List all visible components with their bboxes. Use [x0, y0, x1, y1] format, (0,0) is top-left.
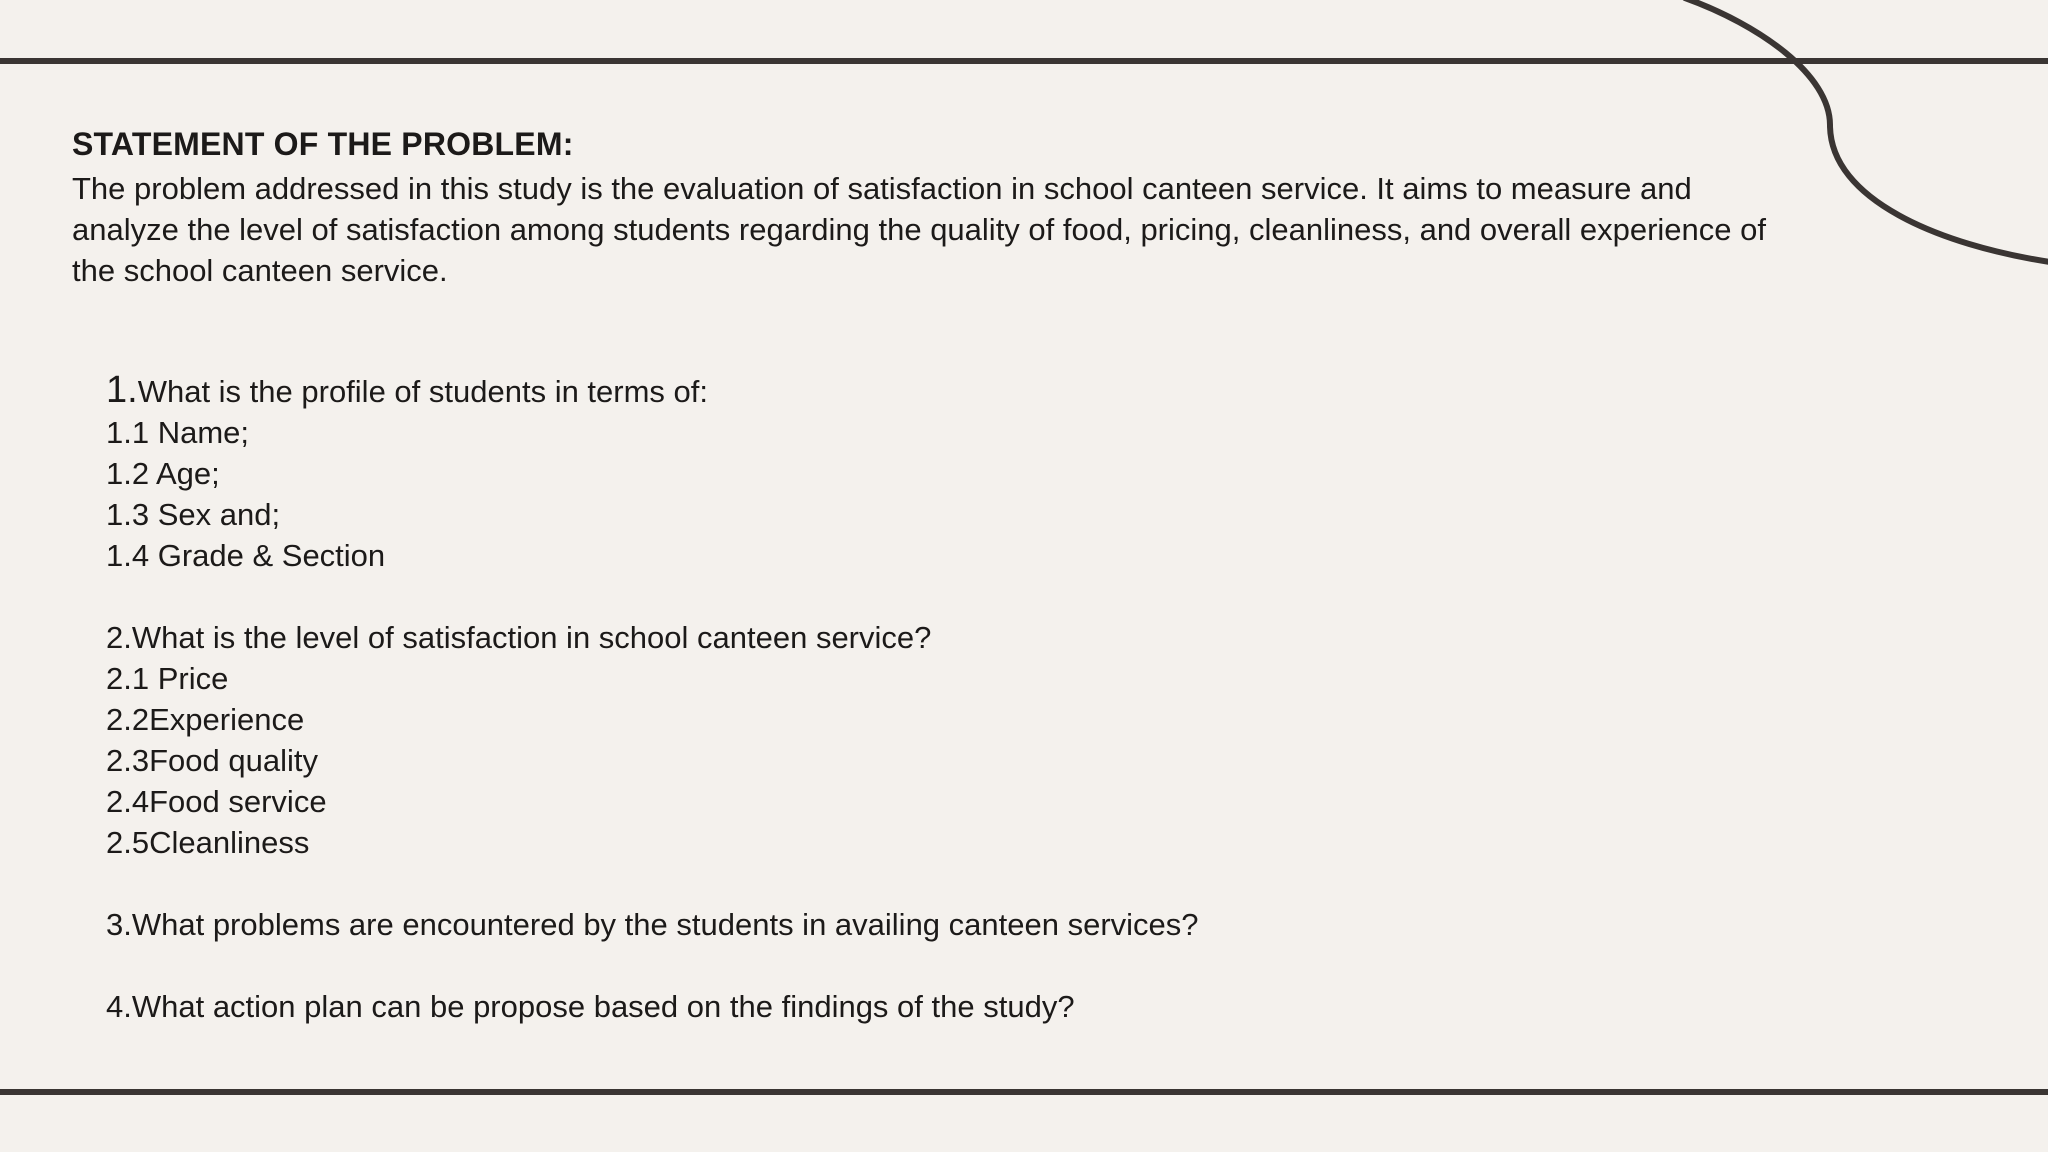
list-item: 2.5Cleanliness: [106, 825, 310, 860]
question-2: [106, 617, 1606, 863]
list-item: 2.1 Price: [106, 661, 229, 696]
research-questions: [106, 370, 1606, 1068]
list-item: 1.4 Grade & Section: [106, 538, 386, 573]
question-3-text: 3.What problems are encountered by the students in availing canteen services?: [106, 907, 1199, 942]
question-2-text: 2.What is the level of satisfaction in school canteen service?: [106, 620, 932, 655]
list-item: 1.1 Name;: [106, 415, 250, 450]
question-4: [106, 986, 1606, 1027]
list-item: 1.2 Age;: [106, 456, 220, 491]
question-1-text: What is the profile of students in terms of:: [137, 374, 709, 409]
problem-description: The problem addressed in this study is the evaluation of satisfaction in school canteen service. It aims to measure and analyze the level of satisfaction among students regarding the quality of food, pricing, cleanliness, and overall experience of the school canteen service.: [72, 171, 1766, 288]
question-1-line: [106, 370, 1606, 412]
question-4-text: 4.What action plan can be propose based on the findings of the study?: [106, 989, 1075, 1024]
page-title: STATEMENT OF THE PROBLEM:: [72, 126, 574, 162]
question-1-number: 1.: [106, 369, 138, 411]
list-item: 1.3 Sex and;: [106, 497, 281, 532]
list-item: 2.3Food quality: [106, 743, 318, 778]
question-3: [106, 904, 1606, 945]
question-1: [106, 370, 1606, 576]
list-item: 2.4Food service: [106, 784, 327, 819]
list-item: 2.2Experience: [106, 702, 305, 737]
